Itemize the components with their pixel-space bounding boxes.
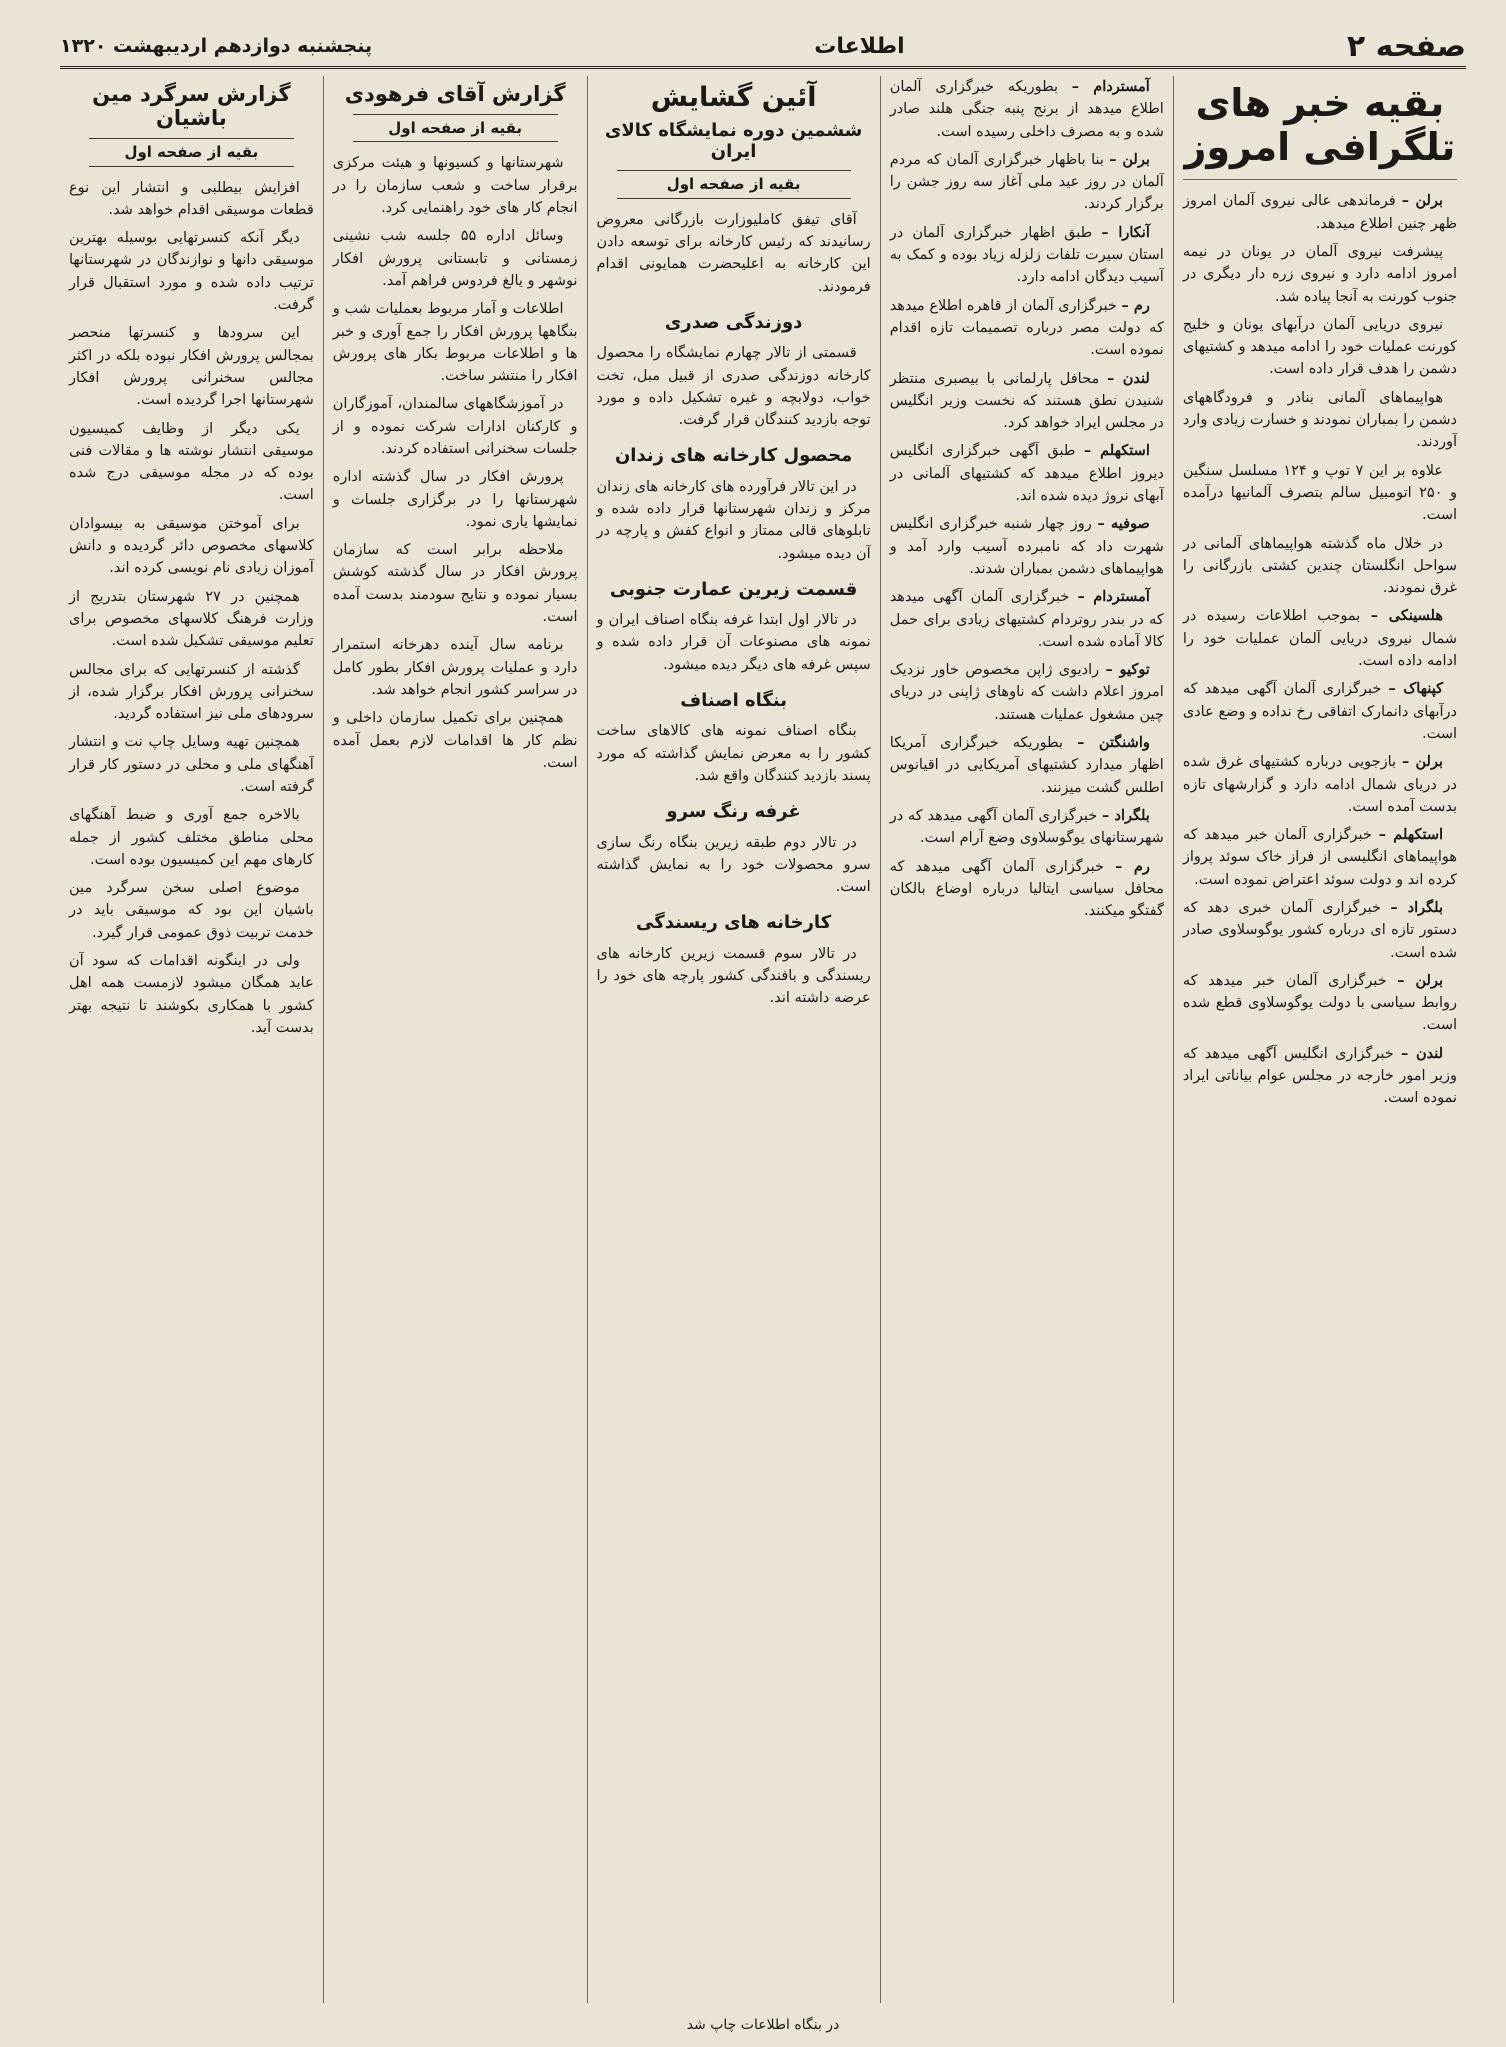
news-text: خبرگزاری آلمان آگهی میدهد که درآبهای دانمارک اتفاقی رخ نداده و وضع عادی است.	[1182, 681, 1457, 742]
news-text: طبق آگهی خبرگزاری انگلیس دیروز اطلاع میدهد که کشتیهای آلمانی در آبهای نروژ دیده شده اند.	[889, 443, 1164, 505]
continued-label: بقیه از صفحه اول	[89, 138, 294, 166]
section-text: بنگاه اصناف نمونه های کالاهای ساخت کشور را به معرض نمایش گذاشته که مورد پسند بازدید کنندگان واقع شد.	[596, 723, 871, 784]
news-item	[890, 295, 1164, 362]
minbashian-paragraphs	[69, 177, 314, 1040]
news-dateline: کپنهاک –	[1388, 680, 1443, 698]
issue-date: پنجشنبه دوازدهم اردیبهشت ۱۳۲۰	[60, 35, 373, 57]
exhibition-headline: آئین گشایش	[650, 82, 817, 113]
news-text: پیشرفت نیروی آلمان در یونان در نیمه امروز ادامه دارد و نیروی زره دار دیگری در جنوب کورنت به آنجا پیاده شد.	[1182, 243, 1457, 305]
continued-label: بقیه از صفحه اول	[617, 170, 851, 198]
page-number: صفحه ۲	[1346, 28, 1466, 64]
news-item	[890, 659, 1164, 726]
column-exhibition	[587, 76, 880, 2003]
news-text: طبق اظهار خبرگزاری آلمان در استان سیرت تلفات زلزله زیاد بوده و کمک به آسیب دیدگان ادامه دارد.	[889, 224, 1164, 286]
news-dateline: بلگراد –	[1102, 806, 1150, 824]
news-text: خبرگزاری انگلیس آگهی میدهد که وزیر امور خارجه در مجلس عوام بیاناتی ایراد نموده است.	[1182, 1045, 1457, 1107]
news-dateline: برلن –	[1401, 753, 1443, 771]
news-text: فرماندهی عالی نیروی آلمان امروز ظهر چنین اطلاع میدهد.	[1182, 193, 1457, 232]
section-title: محصول کارخانه های زندان	[614, 445, 853, 467]
news-text: رادیوی ژاپن مخصوص خاور نزدیک امروز اعلام داشت که ناوهای ژاپنی در دریای چین مشغول عملیات هستند.	[889, 662, 1164, 723]
footer-note: در بنگاه اطلاعات چاپ شد	[686, 2017, 840, 2033]
column-news-2	[880, 76, 1173, 2003]
paragraph: وسائل اداره ۵۵ جلسه شب نشینی زمستانی و تابستانی پرورش افکار نوشهر و یالغ فردوس فراهم آمد.	[332, 228, 578, 289]
paragraph: پرورش افکار در سال گذشته اداره شهرستانها را در برگزاری جلسات و نمایشها یاری نمود.	[332, 469, 578, 530]
news-dateline: استکهلم –	[1083, 442, 1150, 460]
news-item	[890, 440, 1164, 507]
farhoudi-headline: گزارش آقای فرهودی	[344, 82, 566, 106]
masthead	[60, 26, 1466, 69]
news-dateline: توکیو –	[1105, 661, 1150, 679]
exhibition-subhead: ششمین دوره نمایشگاه کالای ایران	[604, 120, 863, 162]
news-item	[890, 805, 1164, 850]
column-minbashian-report	[60, 76, 323, 2003]
paragraph: بالاخره جمع آوری و ضبط آهنگهای محلی مناطق مختلف کشور از جمله کارهای مهم این کمیسیون بوده است.	[68, 807, 314, 868]
news-text: خبرگزاری آلمان آگهی میدهد که محافل سیاسی ایتالیا درباره اوضاع بالکان گفتگو میکنند.	[889, 858, 1164, 920]
section-title: کارخانه های ریسندگی	[636, 912, 832, 934]
news-text: خبرگزاری آلمان خبر میدهد که هواپیماهای انگلیسی از فراز خاک سوئد پرواز کرده اند و دولت سوئد اعتراض نموده است.	[1182, 827, 1457, 888]
paragraph: برای آموختن موسیقی به بیسوادان کلاسهای مخصوص دائر گردیده و دانش آموزان زیادی نام نویسی کرده اند.	[68, 515, 314, 577]
section-text: در تالار سوم قسمت زیرین کارخانه های ریسندگی و بافندگی کشور پارچه های خود را عرضه داشته اند.	[596, 945, 871, 1007]
news-dateline: واشنگتن –	[1077, 734, 1150, 752]
news-text: در خلال ماه گذشته هواپیماهای آلمانی در سواحل انگلستان چندین کشتی بازرگانی را غرق نمودند.	[1182, 535, 1457, 597]
news-item	[1183, 387, 1457, 454]
paragraph: افزایش بیطلبی و انتشار این نوع قطعات موسیقی اقدام خواهد شد.	[68, 179, 314, 218]
news-item	[890, 732, 1164, 799]
news-item	[890, 586, 1164, 653]
news-dateline: رم –	[1121, 296, 1150, 314]
paragraph: ولی در اینگونه اقدامات که سود آن عاید همگان میشود لازمست همه اهل کشور با همکاری بکوشند تا نتیجه بهتر بدست آید.	[68, 953, 314, 1036]
news-text: خبرگزاری آلمان خبر میدهد که روابط سیاسی با دولت یوگوسلاوی قطع شده است.	[1182, 972, 1457, 1034]
news-dateline: صوفیه –	[1097, 515, 1150, 533]
paper-name: اطلاعات	[814, 33, 905, 59]
news-item	[1183, 824, 1457, 891]
paragraph: اطلاعات و آمار مربوط بعملیات شب و بنگاهها پرورش افکار را جمع آوری و خبر ها و اطلاعات مربوط بکار های پرورش افکار را منتشر ساخت.	[332, 301, 578, 385]
news-dateline: استکهلم –	[1378, 826, 1444, 844]
paragraph: این سرودها و کنسرتها منحصر بمجالس پرورش افکار نبوده بلکه در اکثر مجالس سخنرانی پرورش افکار شهرستانها اجرا گردیده است.	[68, 325, 314, 409]
news-text: خبرگزاری آلمان آگهی میدهد که در شهرستانهای یوگوسلاوی وضع آرام است.	[889, 807, 1164, 847]
minbashian-headline: گزارش سرگرد مین باشیان	[92, 82, 291, 131]
divider	[1183, 179, 1457, 180]
news-dateline: آمستردام –	[1077, 588, 1150, 606]
section-title: غرفه رنگ سرو	[666, 801, 801, 823]
news-item	[1183, 678, 1457, 745]
news-item	[1183, 751, 1457, 818]
section-text: در این تالار فرآورده های کارخانه های زندان مرکز و زندان شهرستانها قرار داده شده و تابلوهای قالی ممتاز و انواع کفش و پارچه در آن دیده میشود.	[596, 478, 871, 562]
news-dateline: آنکارا –	[1101, 223, 1150, 241]
section-text: قسمتی از تالار چهارم نمایشگاه را محصول کارخانه دوزندگی صدری از قبیل مبل، تخت خواب، دولابچه و غیره تشکیل داده و مورد توجه بازدید کنندگان قرار گرفت.	[596, 345, 871, 429]
news-items	[890, 76, 1164, 922]
section-title: بنگاه اصناف	[680, 690, 788, 712]
news-text: نیروی دریایی آلمان درآبهای یونان و خلیج کورنت عملیات خود را ادامه میدهد و کشتیهای دشمن را هدف قرار داده است.	[1182, 316, 1457, 378]
exhibition-sections	[597, 312, 871, 1010]
news-item	[890, 149, 1164, 216]
paragraph: همچنین تهیه وسایل چاپ نت و انتشار آهنگهای ملی و محلی در دستور کار قرار گرفته است.	[68, 734, 314, 795]
news-text: خبرگزاری آلمان از قاهره اطلاع میدهد که دولت مصر درباره تصمیمات تازه اقدام نموده است.	[889, 297, 1164, 359]
news-text: علاوه بر این ۷ توپ و ۱۲۴ مسلسل سنگین و ۲۵۰ اتومبیل سالم بتصرف آلمانیها درآمده است.	[1182, 462, 1457, 524]
news-item	[1183, 897, 1457, 964]
column-farhoudi-report	[323, 76, 587, 2003]
paragraph: دیگر آنکه کنسرتهایی بوسیله بهترین موسیقی دانها و نوازندگان در شهرستانها ترتیب داده شده و مورد استقبال قرار گرفت.	[68, 230, 314, 314]
news-item	[1183, 1043, 1457, 1110]
telegraph-headline: بقیه خبر های تلگرافی امروز	[1184, 81, 1456, 169]
continued-label: بقیه از صفحه اول	[353, 114, 558, 142]
columns	[60, 76, 1466, 2003]
news-item	[890, 513, 1164, 580]
news-text: محافل پارلمانی با بیصبری منتظر شنیدن نطق هستند که نخست وزیر انگلیس در مجلس ایراد خواهد کرد.	[889, 370, 1164, 432]
news-dateline: برلن –	[1401, 192, 1444, 210]
section-text: در تالار اول ابتدا غرفه بنگاه اصناف ایران و نمونه های مصنوعات آن قرار داده شده و سپس غرفه های دیگر دیده میشود.	[596, 612, 871, 673]
news-item	[890, 368, 1164, 435]
news-dateline: برلن –	[1397, 971, 1444, 989]
news-text: بنا باظهار خبرگزاری آلمان که مردم آلمان در روز عید ملی آغاز سه روز جشن را برگزار کردند.	[889, 151, 1164, 213]
news-item	[1183, 605, 1457, 672]
news-text: هواپیماهای آلمانی بنادر و فرودگاههای دشمن را بمباران نمودند و خسارت زیادی وارد آوردند.	[1182, 389, 1457, 451]
news-item	[1183, 533, 1457, 600]
news-item	[1183, 190, 1457, 235]
paragraph: همچنین برای تکمیل سازمان داخلی و نظم کار ها اقدامات لازم بعمل آمده است.	[332, 710, 578, 771]
news-text: بطوریکه خبرگزاری آلمان اطلاع میدهد از برنج پنبه جنگی هلند صادر شده و به مصرف داخلی رسیده است.	[889, 79, 1164, 140]
paragraph: شهرستانها و کسیونها و هیئت مرکزی برقرار ساخت و شعب سازمان را در انجام کار های خود راهنمایی کرد.	[332, 155, 578, 217]
paragraph: موضوع اصلی سخن سرگرد مین باشیان این بود که موسیقی باید در خدمت تربیت ذوق عمومی قرار گیرد.	[68, 880, 314, 941]
news-dateline: برلن –	[1109, 150, 1150, 168]
news-item	[890, 76, 1164, 143]
news-item	[1183, 314, 1457, 381]
news-dateline: بلگراد –	[1390, 898, 1443, 916]
news-dateline: آمستردام –	[1071, 78, 1150, 95]
news-item	[890, 222, 1164, 289]
paragraph: در آموزشگاههای سالمندان، آموزگاران و کارکنان ادارات شرکت نموده و از جلسات سخنرانی استفاده کردند.	[332, 396, 578, 457]
news-item	[890, 856, 1164, 923]
paragraph: همچنین در ۲۷ شهرستان بتدریج از وزارت فرهنگ کلاسهای مخصوص برای تعلیم موسیقی تشکیل شده است.	[68, 588, 314, 650]
telegraph-items	[1183, 190, 1457, 1109]
news-item	[1183, 460, 1457, 527]
news-dateline: هلسینکی –	[1370, 607, 1443, 625]
news-text: بموجب اطلاعات رسیده در شمال نیروی دریایی آلمان عملیات خود را ادامه داده است.	[1182, 608, 1457, 670]
news-text: بطوریکه خبرگزاری آمریکا اظهار میدارد کشتیهای آمریکایی در اقیانوس اطلس گشت میزنند.	[889, 735, 1164, 796]
paragraph: برنامه سال آینده دهرخانه استمرار دارد و عملیات پرورش افکار بطور کامل در سراسر کشور انجام خواهد شد.	[332, 637, 578, 698]
news-dateline: لندن –	[1107, 369, 1150, 387]
section-title: قسمت زیرین عمارت جنوبی	[609, 578, 858, 600]
column-telegraph-news	[1173, 76, 1466, 2003]
paragraph: ملاحظه برابر است که سازمان پرورش افکار در سال گذشته کوشش بسیار نموده و نتایج سودمند بدست آمده است.	[332, 542, 578, 626]
section-title: دوزندگی صدری	[664, 311, 803, 333]
news-text: بازجویی درباره کشتیهای غرق شده در دریای شمال ادامه دارد و گزارشهای تازه بدست آمده است.	[1182, 754, 1457, 815]
news-dateline: لندن –	[1400, 1044, 1444, 1062]
news-dateline: رم –	[1115, 857, 1150, 875]
news-item	[1183, 241, 1457, 308]
exhibition-intro: آقای تیفق کاملیوزارت بازرگانی معروض رسانیدند که رئیس کارخانه برای توسعه دادن این کارخانه به اعلیحضرت همایونی اقدام فرمودند.	[596, 211, 871, 295]
news-text: خبرگزاری آلمان آگهی میدهد که در بندر روتردام کشتیهای زیادی برای حمل کالا آماده شده است.	[889, 589, 1164, 650]
news-item	[1183, 970, 1457, 1037]
news-text: روز چهار شنبه خبرگزاری انگلیس شهرت داد که نامبرده آسیب وارد آمد و هواپیماهای دشمن بمباران شدند.	[889, 516, 1164, 577]
section-text: در تالار دوم طبقه زیرین بنگاه رنگ سازی سرو محصولات خود را به نمایش گذاشته است.	[596, 834, 871, 896]
paragraph: گذشته از کنسرتهایی که برای مجالس سخنرانی پرورش افکار برگزار شده، از سرودهای ملی نیز استفاده گردید.	[68, 661, 314, 723]
farhoudi-paragraphs	[333, 152, 578, 774]
news-text: خبرگزاری آلمان خبری دهد که دستور تازه ای درباره کشور یوگوسلاوی صادر شده است.	[1182, 899, 1457, 961]
paragraph: یکی دیگر از وظایف کمیسیون موسیقی انتشار نوشته ها و مقالات فنی بوده که در مجله موسیقی درج شده است.	[68, 420, 314, 504]
